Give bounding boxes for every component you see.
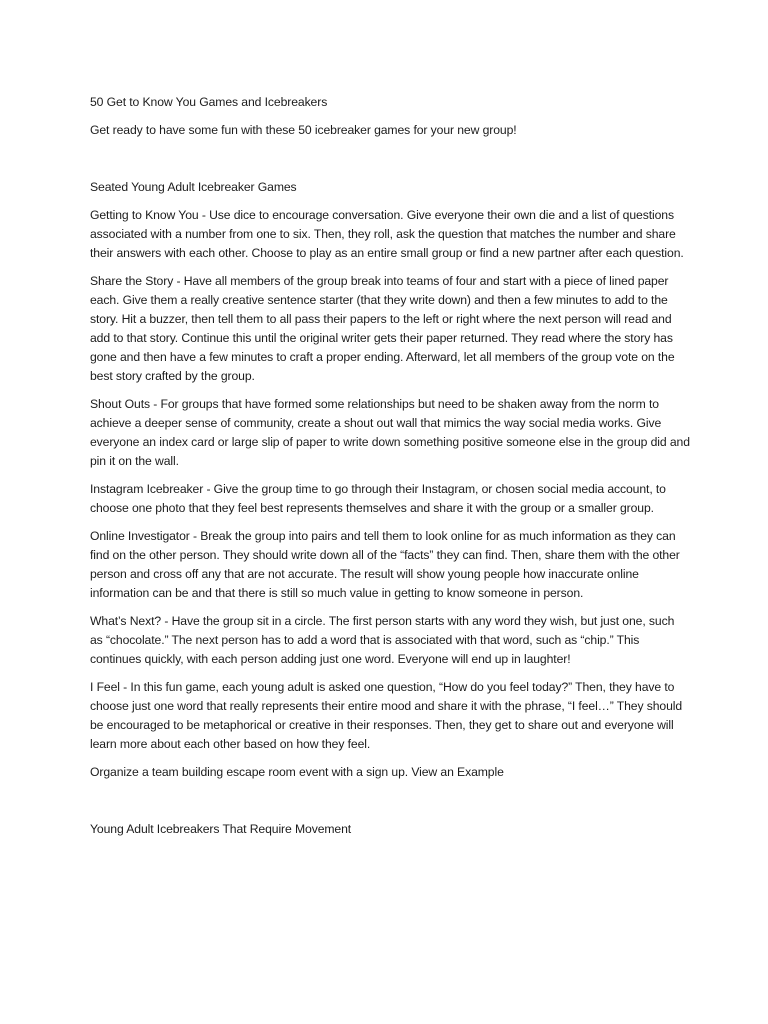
paragraph-instagram-icebreaker: Instagram Icebreaker - Give the group time to go through their Instagram, or chosen social media account, to choose one photo that they feel best represents themselves and share it with the group or a smaller group. [90,482,666,515]
document-page [90,93,690,839]
document-title: 50 Get to Know You Games and Icebreakers [90,95,328,109]
paragraph-shout-outs: Shout Outs - For groups that have formed some relationships but need to be shaken away from the norm to achieve a deeper sense of community, create a shout out wall that mimics the way social media works. Give everyone an index card or large slip of paper to write down something positive someone else in the group did and pin it on the wall. [90,397,690,468]
intro-paragraph: Get ready to have some fun with these 50 icebreaker games for your new group! [90,123,517,137]
section-heading-movement: Young Adult Icebreakers That Require Movement [90,822,352,836]
paragraph-getting-to-know-you: Getting to Know You - Use dice to encourage conversation. Give everyone their own die and a list of questions associated with a number from one to six. Then, they roll, ask the question that matches the number and share their answers with each other. Choose to play as an entire small group or find a new partner after each question. [90,208,684,260]
paragraph-i-feel: I Feel - In this fun game, each young adult is asked one question, “How do you feel today?” Then, they have to choose just one word that really represents their entire mood and share it with the phrase, “I feel…” They should be encouraged to be metaphorical or creative in their responses. Then, they get to share out and everyone will learn more about each other based on how they feel. [90,680,683,751]
paragraph-share-the-story: Share the Story - Have all members of the group break into teams of four and start with a piece of lined paper each. Give them a really creative sentence starter (that they write down) and then a few minutes to add to the story. Hit a buzzer, then tell them to all pass their papers to the left or right where the next person will read and add to that story. Continue this until the original writer gets their paper returned. They read where the story has gone and then have a few minutes to craft a proper ending. Afterward, let all members of the group vote on the best story crafted by the group. [90,274,675,383]
paragraph-whats-next: What’s Next? - Have the group sit in a circle. The first person starts with any word they wish, but just one, such as “chocolate.” The next person has to add a word that is associated with that word, such as “chip.” This continues quickly, with each person adding just one word. Everyone will end up in laughter! [90,614,675,666]
paragraph-online-investigator: Online Investigator - Break the group into pairs and tell them to look online for as much information as they can find on the other person. They should write down all of the “facts” they can find. Then, share them with the other person and cross off any that are not accurate. The result will show young people how inaccurate online information can be and that there is still so much value in getting to know someone in person. [90,529,680,600]
section-heading-seated: Seated Young Adult Icebreaker Games [90,180,297,194]
signup-cta: Organize a team building escape room event with a sign up. View an Example [90,765,504,779]
